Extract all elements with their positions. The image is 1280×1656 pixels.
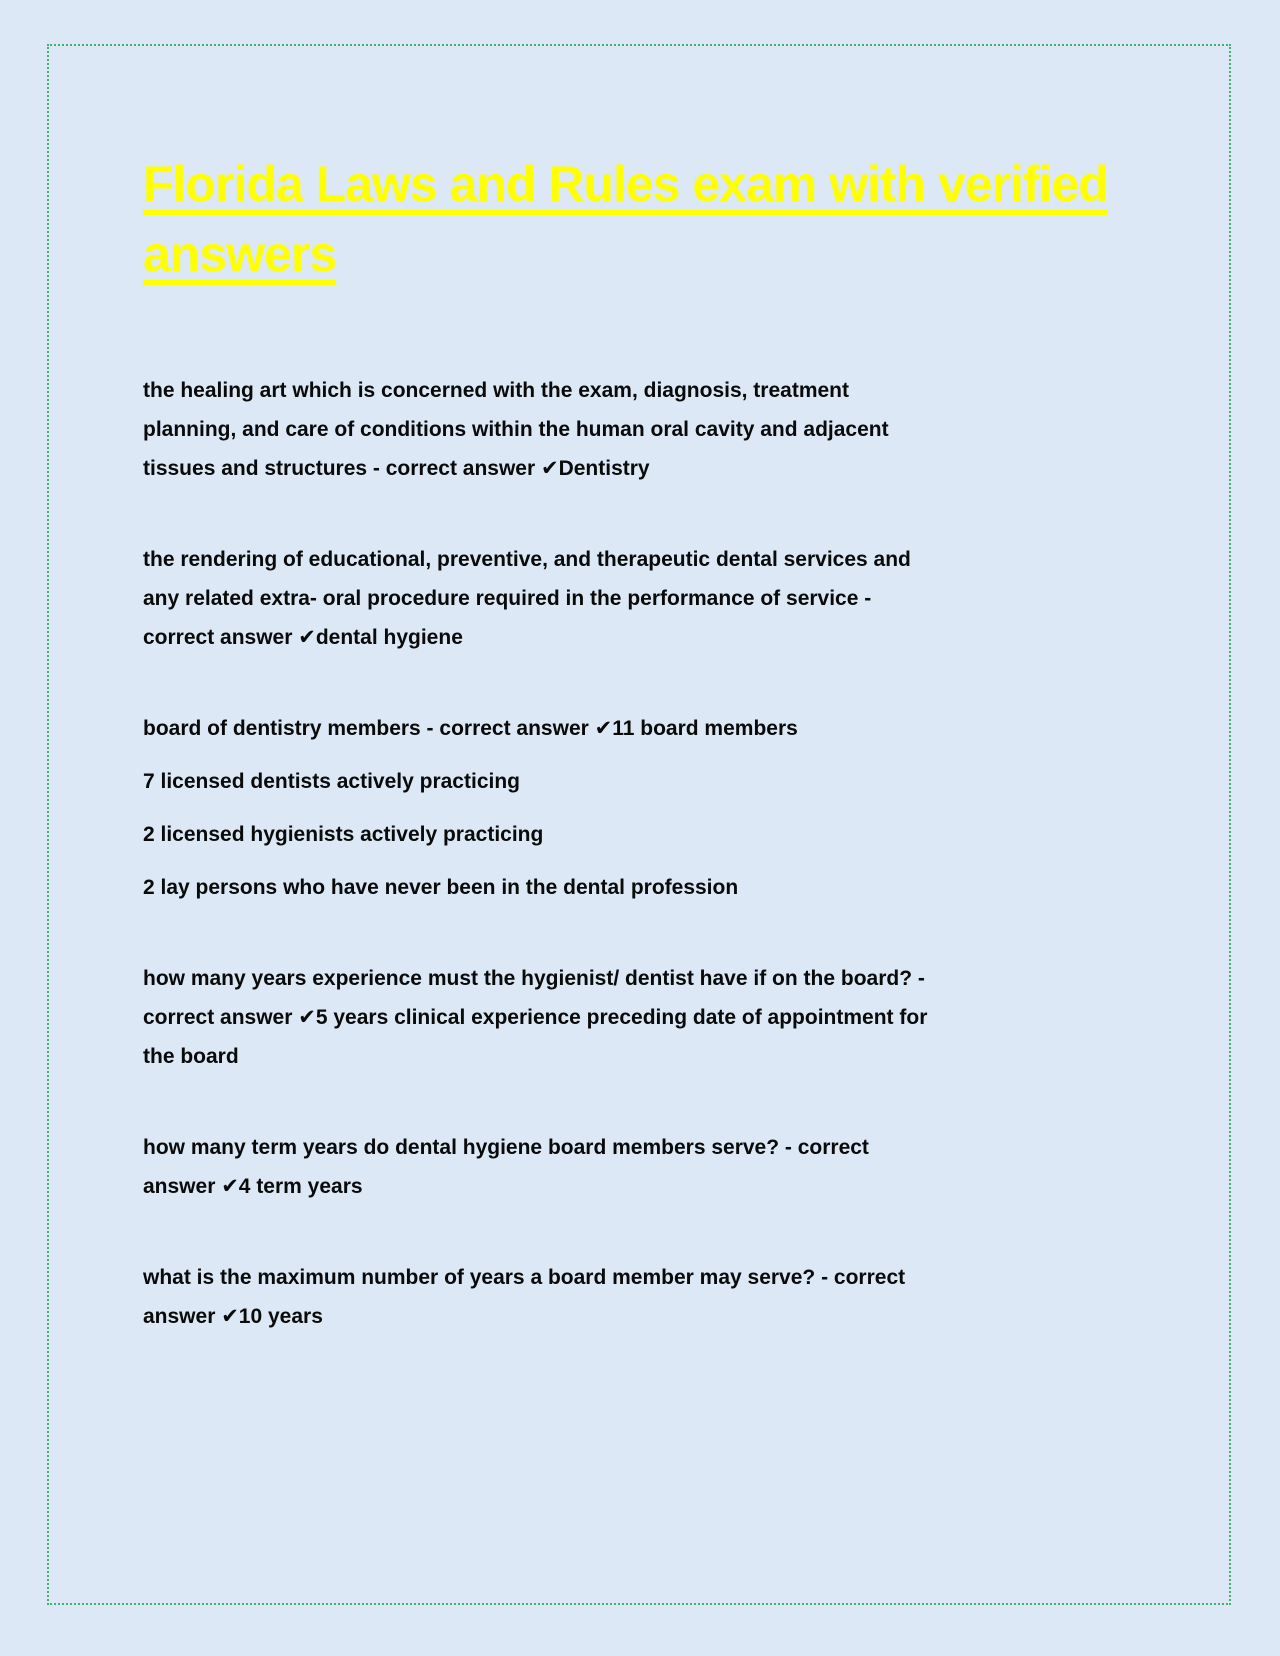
- qa-paragraph: how many term years do dental hygiene board members serve? - correct answer ✔4 term years: [143, 1136, 869, 1198]
- qa-block: [143, 1128, 938, 1206]
- page-title: Florida Laws and Rules exam with verified answers: [143, 156, 1108, 282]
- qa-paragraph: 2 licensed hygienists actively practicing: [143, 823, 544, 846]
- document-page: [49, 46, 1229, 1336]
- qa-block: [143, 371, 938, 488]
- qa-paragraph: board of dentistry members - correct answer ✔11 board members: [143, 717, 798, 740]
- qa-block: [143, 540, 938, 657]
- document-body: [143, 371, 938, 1336]
- qa-block: [143, 709, 938, 907]
- page-border: [47, 44, 1231, 1605]
- qa-block: [143, 1258, 938, 1336]
- qa-paragraph: what is the maximum number of years a board member may serve? - correct answer ✔10 years: [143, 1266, 906, 1328]
- qa-paragraph: 2 lay persons who have never been in the dental profession: [143, 876, 739, 899]
- qa-paragraph: how many years experience must the hygienist/ dentist have if on the board? - correct answer ✔5 years clinical experience preceding date of appointment for the board: [143, 967, 928, 1068]
- qa-paragraph: the rendering of educational, preventive, and therapeutic dental services and any related extra- oral procedure required in the performance of service - correct answer ✔dental hygiene: [143, 548, 911, 649]
- qa-block: [143, 959, 938, 1076]
- qa-paragraph: 7 licensed dentists actively practicing: [143, 770, 520, 793]
- qa-paragraph: the healing art which is concerned with the exam, diagnosis, treatment planning, and care of conditions within the human oral cavity and adjacent tissues and structures - correct answer ✔Dentistry: [143, 379, 889, 480]
